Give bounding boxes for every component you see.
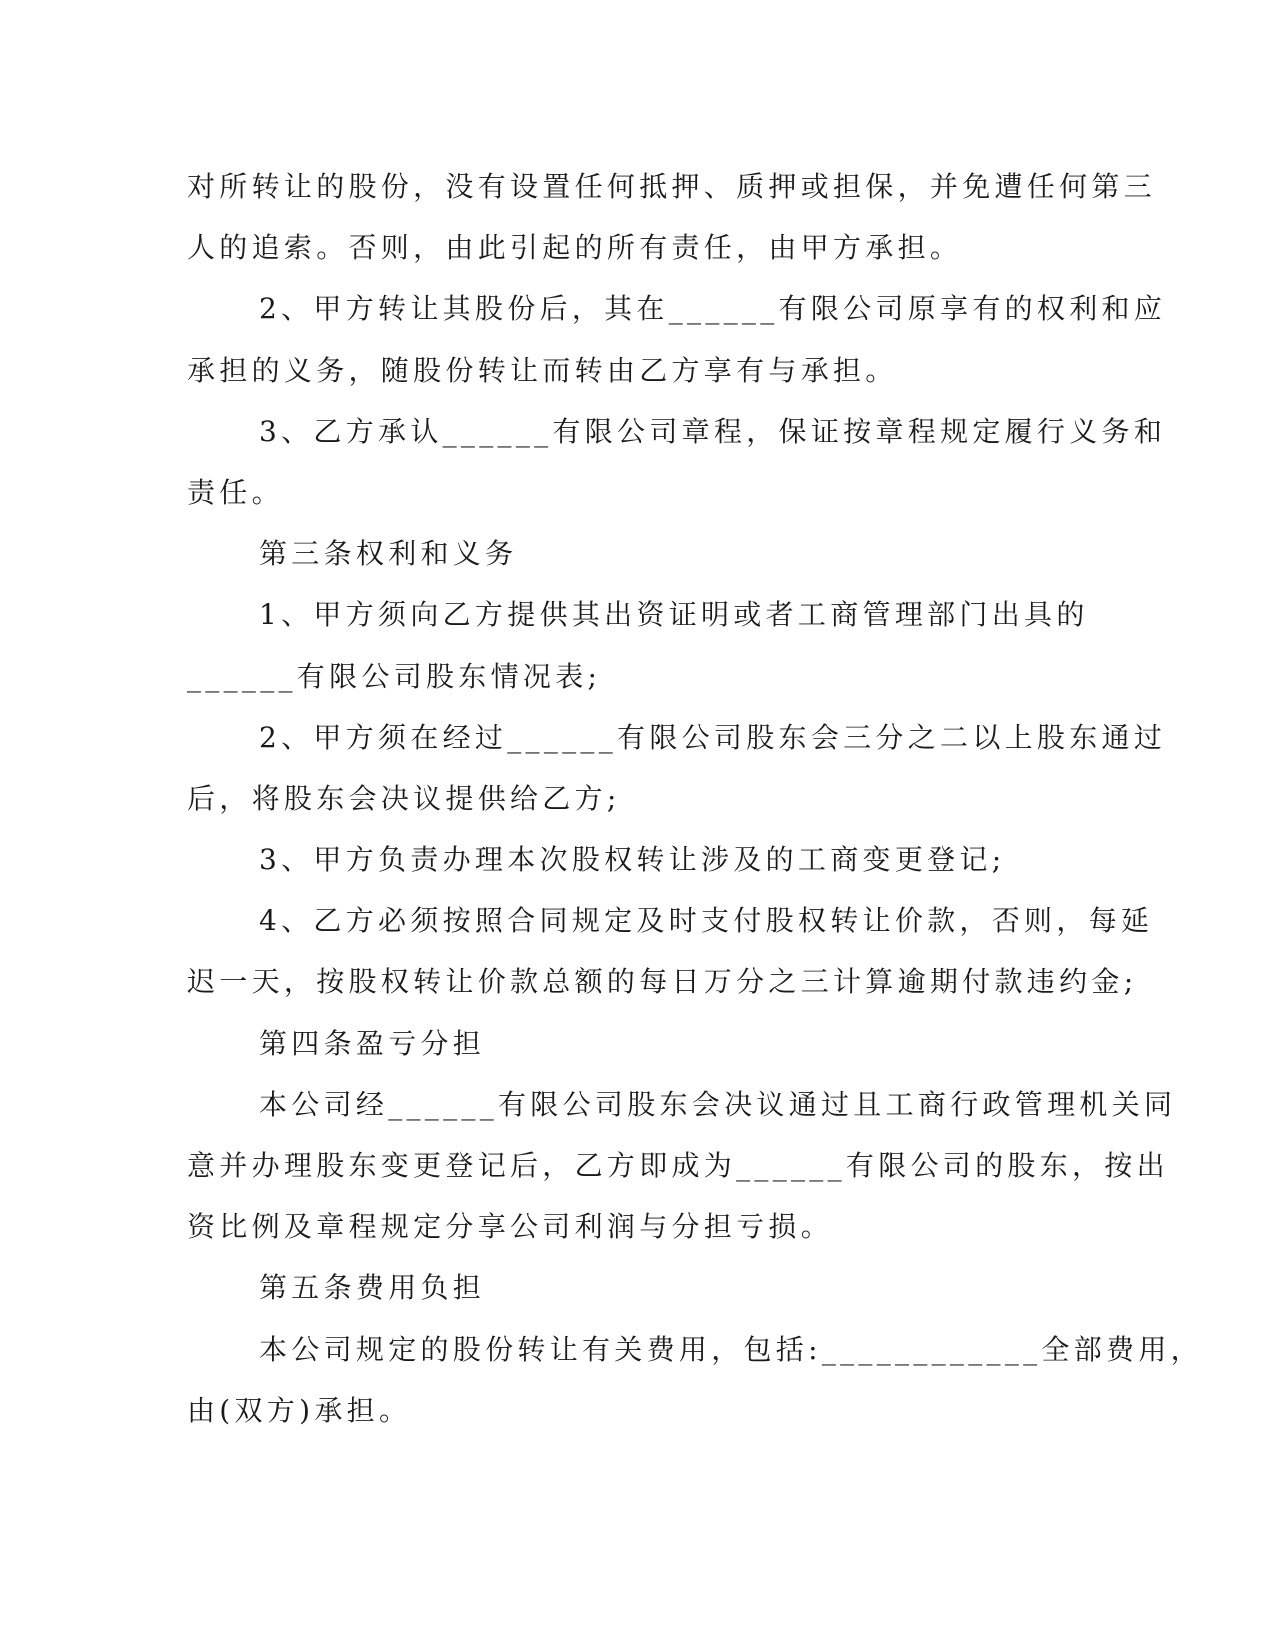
document-line: 第五条费用负担 <box>259 1271 486 1305</box>
document-line: 2、甲方须在经过______有限公司股东会三分之二以上股东通过 <box>259 720 1167 754</box>
document-line: 3、乙方承认______有限公司章程，保证按章程规定履行义务和 <box>259 414 1167 448</box>
document-line: 对所转让的股份，没有设置任何抵押、质押或担保，并免遭任何第三 <box>187 170 1157 203</box>
document-line: 责任。 <box>187 475 284 509</box>
document-line: 4、乙方必须按照合同规定及时支付股权转让价款，否则，每延 <box>259 904 1154 938</box>
document-line: ______有限公司股东情况表; <box>187 659 602 693</box>
document-body <box>187 156 1203 1441</box>
document-line: 承担的义务，随股份转让而转由乙方享有与承担。 <box>187 353 898 387</box>
document-line: 人的追索。否则，由此引起的所有责任，由甲方承担。 <box>187 231 963 265</box>
document-line: 3、甲方负责办理本次股权转让涉及的工商变更登记; <box>259 843 1006 877</box>
document-line: 迟一天，按股权转让价款总额的每日万分之三计算逾期付款违约金; <box>187 965 1138 999</box>
document-line: 由(双方)承担。 <box>187 1393 412 1427</box>
document-line: 后，将股东会决议提供给乙方; <box>187 781 621 815</box>
document-line: 1、甲方须向乙方提供其出资证明或者工商管理部门出具的 <box>259 598 1089 632</box>
document-line: 本公司规定的股份转让有关费用，包括:____________全部费用， <box>259 1332 1203 1366</box>
document-line: 本公司经______有限公司股东会决议通过且工商行政管理机关同 <box>259 1087 1177 1121</box>
document-line: 2、甲方转让其股份后，其在______有限公司原享有的权利和应 <box>259 292 1167 326</box>
document-line: 第三条权利和义务 <box>259 537 518 571</box>
document-line: 资比例及章程规定分享公司利润与分担亏损。 <box>187 1210 834 1244</box>
document-line: 第四条盈亏分担 <box>259 1026 486 1060</box>
document-line: 意并办理股东变更登记后，乙方即成为______有限公司的股东，按出 <box>187 1149 1169 1182</box>
